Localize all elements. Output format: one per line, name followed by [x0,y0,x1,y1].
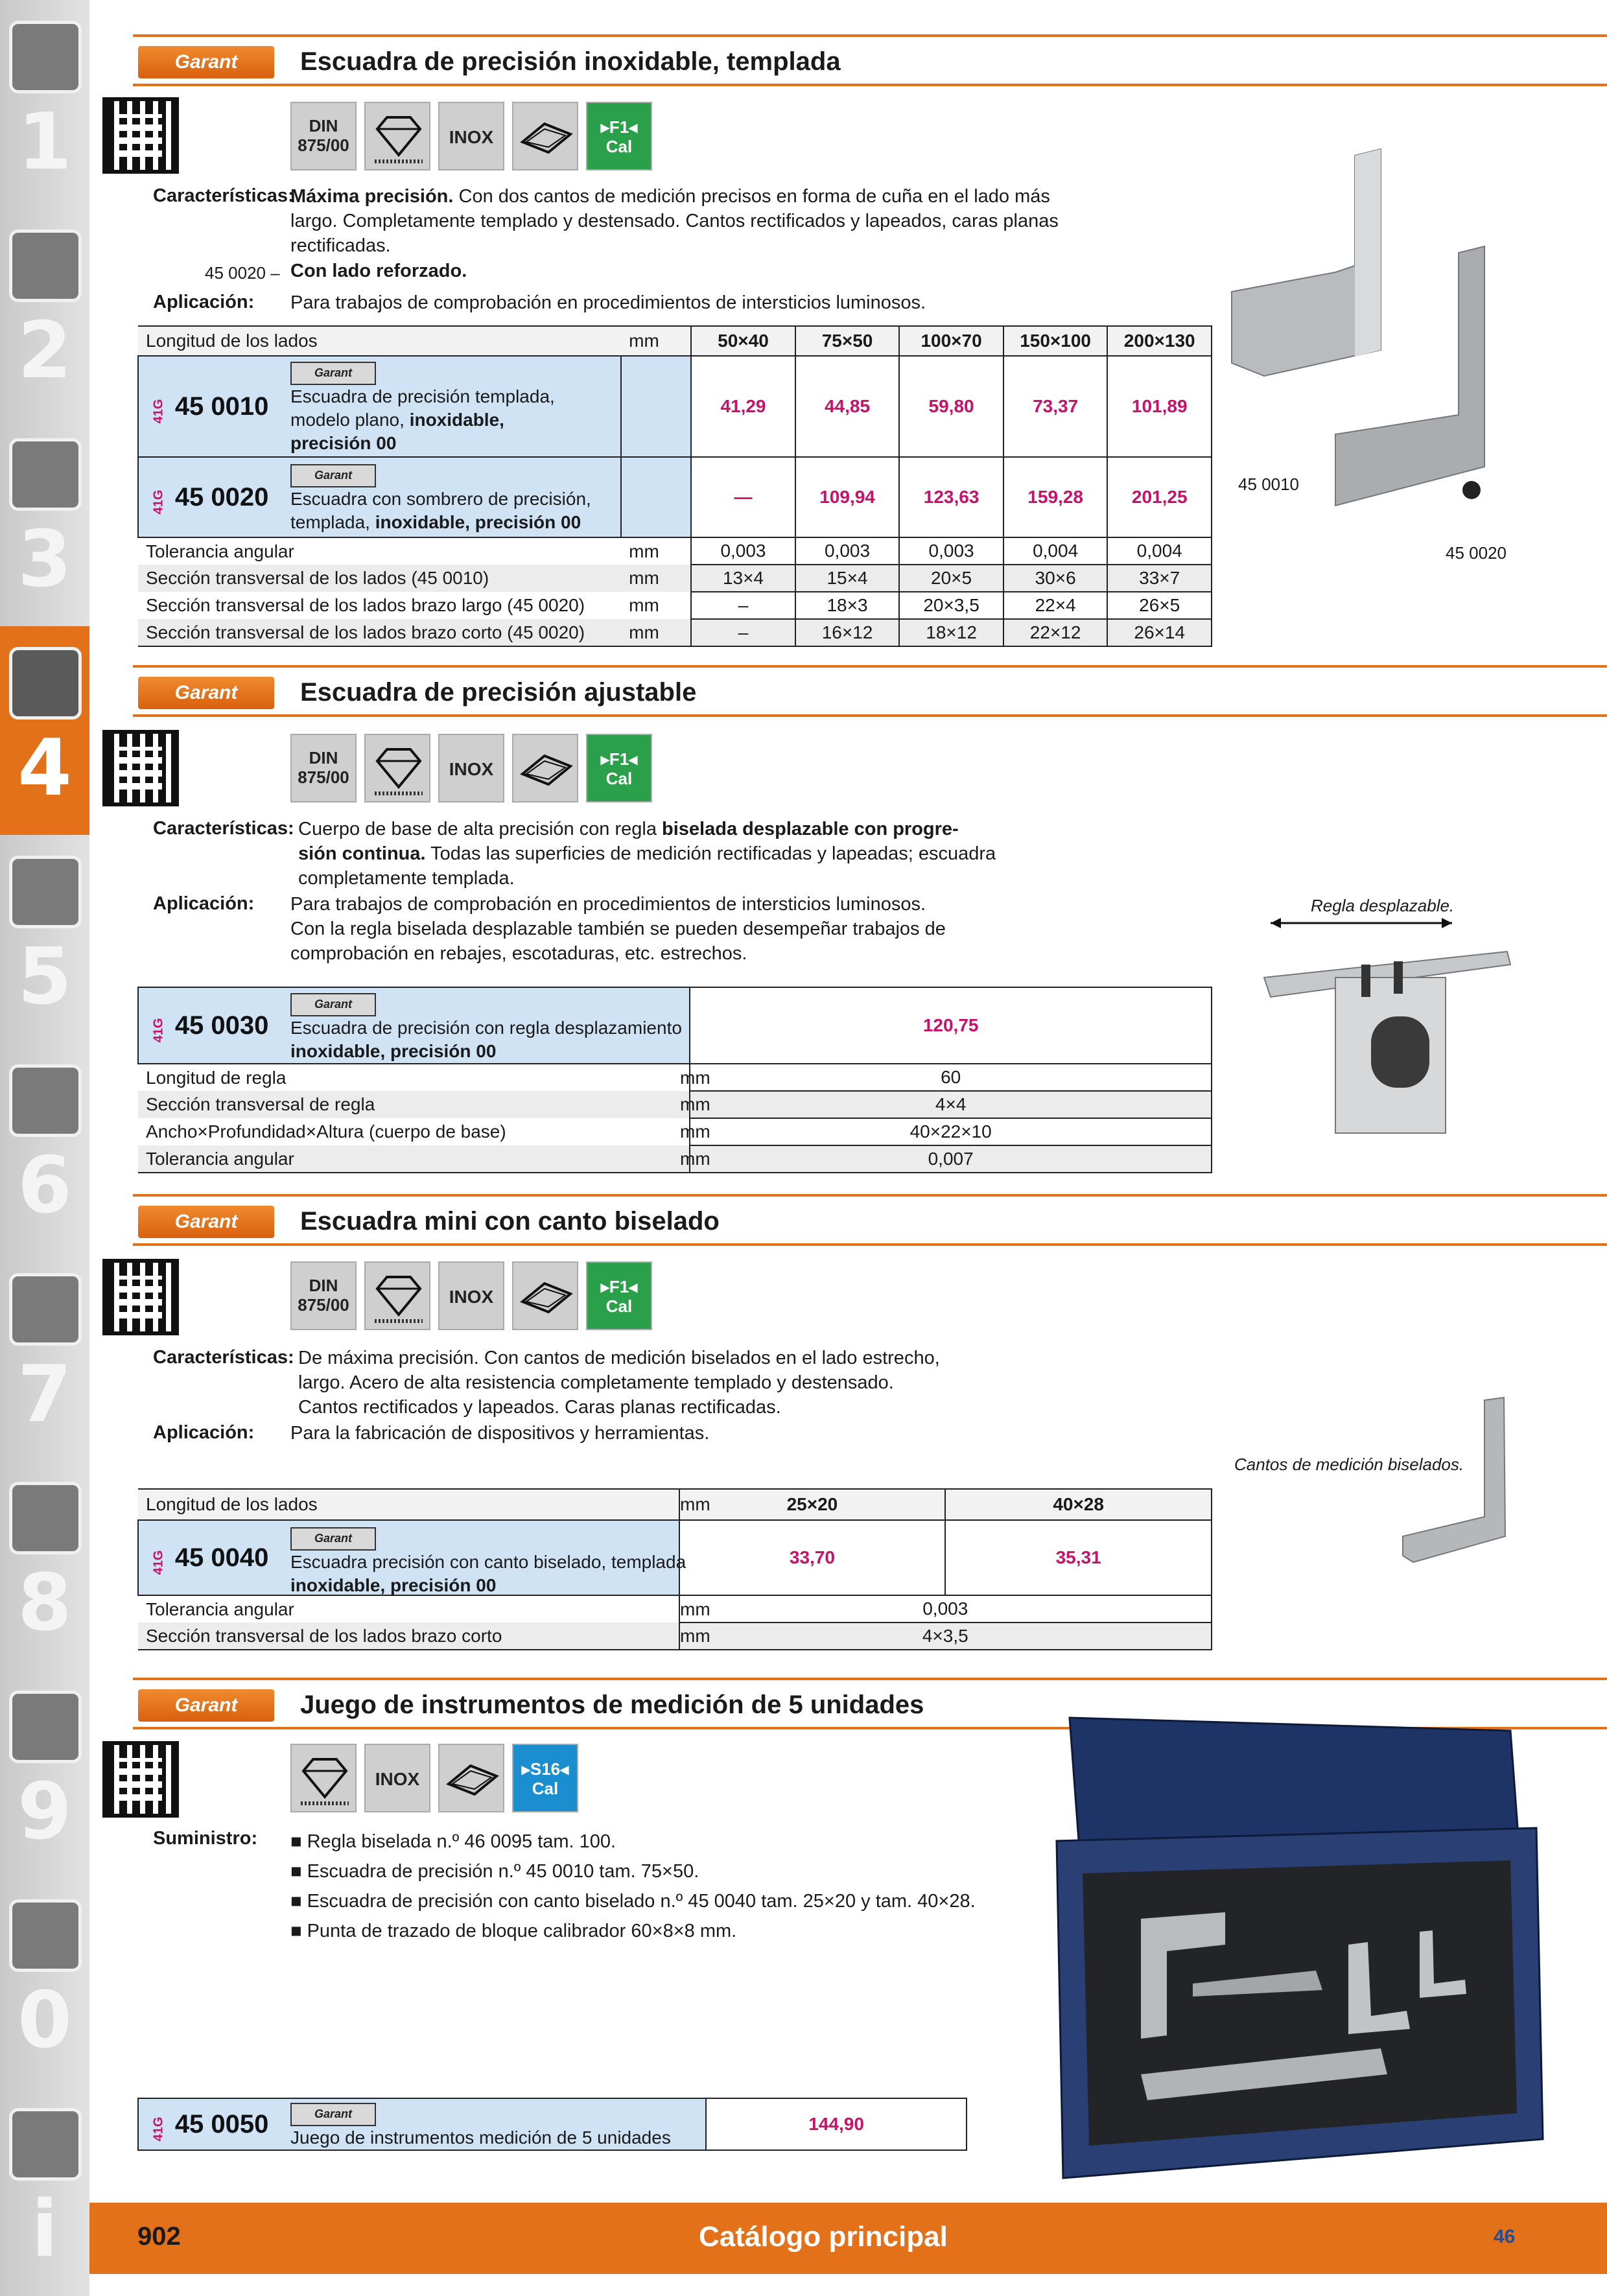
features-text-2: largo. Acero de alta resistencia completamente templado y destensado. [298,1372,894,1393]
article-code: 45 0020 [174,482,269,511]
article-description [290,2100,718,2150]
diamond-icon [364,1261,430,1330]
spec-label: Tolerancia angular [146,1599,294,1619]
section-title: Escuadra de precisión ajustable [300,678,697,707]
measuring-set-case-photo [1044,1711,1556,2191]
features-label: Características: [153,185,294,206]
spec-unit: mm [680,1625,710,1646]
spec-value: 18×3 [795,592,900,619]
din-norm: 875/00 [298,1295,349,1315]
chapter-icon [9,1691,82,1763]
chapter-number: 9 [18,1767,72,1857]
chapter-tab-0[interactable] [0,1879,89,2087]
spec-value: 0,007 [690,1145,1212,1173]
chapter-number: 4 [18,723,72,814]
chapter-icon [9,2108,82,2181]
garant-logo [138,46,274,78]
page-footer [89,2203,1607,2274]
header-label: Longitud de los lados [146,1494,318,1514]
list-item: ■ Punta de trazado de bloque calibrador 60×8×8 mm. [290,1921,737,1941]
chapter-tab-3[interactable] [0,417,89,626]
spec-row [138,619,1212,646]
price-cell: 123,63 [899,457,1003,537]
spec-label-cell [138,1064,710,1091]
spec-label: Sección transversal de los lados (45 0010) [138,565,621,592]
spec-row [138,592,1212,619]
size-col: 25×20 [679,1489,946,1520]
spec-value: 18×12 [899,619,1003,646]
brand-label: Garant [174,682,238,703]
divider [133,1678,1607,1680]
chapter-tab-6[interactable] [0,1044,89,1252]
divider [133,1243,1607,1246]
chapter-tab-9[interactable] [0,1670,89,1879]
features-text-3: Cantos rectificados y lapeados. Caras planas rectificadas. [298,1397,781,1418]
qr-code-icon[interactable] [102,1259,179,1335]
application-text: Para la fabricación de dispositivos y herramientas. [290,1423,710,1444]
f1-calibration-badge: ▸F1◂ Cal [586,102,652,170]
din-badge [290,734,357,802]
spec-value: 0,004 [1003,537,1108,565]
desc-line: modelo plano, [290,410,410,430]
spec-unit: mm [680,1121,710,1142]
din-label: DIN [309,748,338,767]
garant-logo [138,677,274,709]
header-unit: mm [621,326,691,356]
din-badge [290,1261,357,1330]
article-code: 45 0010 [174,392,269,421]
header-label-cell [138,1489,710,1520]
spec-value: 60 [690,1064,1212,1091]
spec-unit: mm [680,1094,710,1114]
supply-list [290,1827,1068,1946]
spec-label-cell [138,1145,710,1173]
spec-label: Tolerancia angular [146,1148,294,1169]
photo-label: 45 0020 [1446,543,1507,563]
features-text-1: Cuerpo de base de alta precisión con regla [298,819,663,839]
chapter-number: 7 [18,1350,72,1440]
features-text-1: De máxima precisión. Con cantos de medición biselados en el lado estrecho, [298,1348,940,1368]
spec-row [138,1091,1212,1118]
chapter-tab-1[interactable] [0,0,89,209]
size-col: 75×50 [795,326,900,356]
spec-label: Sección transversal de regla [146,1094,375,1114]
inox-badge: INOX [438,1261,504,1330]
spec-row [138,1595,1212,1622]
chapter-number: 0 [18,1976,72,2066]
spec-unit: mm [680,1599,710,1619]
features-bold: biselada desplazable con progre- [662,819,959,839]
spec-label-cell [138,1622,710,1650]
list-item-text: Regla biselada n.º 46 0095 tam. 100. [307,1831,616,1852]
chapter-icon [9,1064,82,1137]
chapter-number: 1 [18,97,72,187]
f1-label: F1 [609,749,629,769]
inox-badge: INOX [438,734,504,802]
chapter-number: 3 [18,515,72,605]
features-bold: sión continua. [298,843,426,864]
article-tag: 41G [151,1018,166,1042]
features-text [298,1346,1141,1420]
mini-square-photo [1394,1394,1510,1575]
case-icon [512,1261,578,1330]
price-cell: — [691,457,795,537]
spec-unit: mm [629,541,659,561]
article-code: 45 0030 [174,1011,269,1040]
spec-row [138,1064,1212,1091]
f1-label: F1 [609,117,629,137]
chapter-tab-5[interactable] [0,835,89,1044]
section-title: Escuadra mini con canto biselado [300,1207,720,1236]
spec-value: 26×14 [1107,619,1212,646]
article-code: 45 0050 [174,2109,269,2138]
application-label: Aplicación: [153,1422,255,1443]
list-item-text: Punta de trazado de bloque calibrador 60×8×8 mm. [307,1921,737,1941]
article-tag: 41G [151,1550,166,1575]
size-col: 100×70 [899,326,1003,356]
features-text [290,184,1133,258]
list-item-text: Escuadra de precisión con canto biselado n.º 45 0040 tam. 25×20 y tam. 40×28. [307,1891,976,1912]
application-text: Para trabajos de comprobación en procedimientos de intersticios luminosos. [290,292,926,313]
brand-label: Garant [174,1694,238,1716]
section-2-header [133,665,1607,717]
price-cell: 159,28 [1003,457,1108,537]
case-icon [512,102,578,170]
spec-unit: mm [621,565,691,592]
ref-note: Con lado reforzado. [290,261,467,281]
desc-bold: inoxidable, precisión 00 [290,1575,497,1595]
divider [133,1194,1607,1197]
article-description [290,462,705,534]
application-line: comprobación en rebajes, escotaduras, etc. estrechos. [290,943,747,964]
spec-row [138,1622,1212,1650]
price-cell: 201,25 [1107,457,1212,537]
photo-caption: Cantos de medición biselados. [1234,1455,1464,1474]
din-badge [290,102,357,170]
spec-row [138,537,1212,565]
desc-line: Escuadra con sombrero de precisión, [290,489,591,509]
chapter-number: 5 [18,932,72,1022]
chapter-icon [9,438,82,511]
list-item: ■ Escuadra de precisión n.º 45 0010 tam. 75×50. [290,1861,699,1882]
spec-label: Tolerancia angular [146,541,294,561]
size-col: 150×100 [1003,326,1108,356]
features-bold: Máxima precisión. [290,186,454,207]
cal-label: Cal [605,1296,633,1316]
price-cell: 144,90 [706,2098,967,2150]
chapter-icon [9,1273,82,1346]
desc-bold: inoxidable, [409,410,504,430]
divider [133,665,1607,668]
s16-calibration-badge: ▸S16◂ Cal [512,1744,578,1812]
price-cell: 120,75 [690,987,1212,1064]
diamond-icon [364,734,430,802]
f1-calibration-badge: ▸F1◂ Cal [586,1261,652,1330]
section-title: Juego de instrumentos de medición de 5 unidades [300,1691,924,1719]
spec-label-cell [138,1091,710,1118]
chapter-icon [9,647,82,720]
spec-value: 30×6 [1003,565,1108,592]
features-text-2: Todas las superficies de medición rectificadas y lapeadas; escuadra [425,843,996,864]
article-description [290,990,718,1063]
f1-label: F1 [609,1277,629,1296]
chapter-number: 46 [1494,2226,1516,2247]
case-icon [438,1744,504,1812]
spec-value: 22×12 [1003,619,1108,646]
spec-unit: mm [680,1067,710,1088]
chapter-tab-4[interactable] [0,626,89,835]
spec-label-cell [138,1118,710,1145]
spec-unit: mm [629,595,659,615]
brand-label: Garant [174,51,238,73]
desc-line: Escuadra precisión con canto biselado, templada [290,1552,686,1572]
chapter-tab-8[interactable] [0,1461,89,1670]
cal-label: Cal [532,1779,559,1798]
desc-line: Escuadra de precisión con regla desplazamiento [290,1018,682,1038]
spec-label: Sección transversal de los lados brazo largo (45 0020) [146,595,585,615]
spec-value: 16×12 [795,619,900,646]
price-cell: 33,70 [679,1520,946,1595]
header-label: Longitud de los lados [138,326,621,356]
size-col: 200×130 [1107,326,1212,356]
divider [133,34,1607,37]
spec-value: 0,003 [795,537,900,565]
section-1-header [133,34,1607,86]
spec-value: 20×5 [899,565,1003,592]
cal-label: Cal [605,769,633,788]
application-text [290,892,1133,966]
photo-label: 45 0010 [1238,474,1299,494]
diamond-icon [290,1744,357,1812]
spec-value: 0,003 [899,537,1003,565]
size-col: 50×40 [691,326,795,356]
features-text-3: completamente templada. [298,868,515,889]
application-line: Para trabajos de comprobación en procedimientos de intersticios luminosos. [290,894,926,915]
spec-value: 13×4 [691,565,795,592]
adjustable-square-photo [1258,913,1530,1140]
size-col: 40×28 [945,1489,1212,1520]
spec-label: Sección transversal de los lados brazo corto [146,1625,502,1646]
spec-label: Ancho×Profundidad×Altura (cuerpo de base) [146,1121,506,1142]
spec-value: – [691,619,795,646]
catalog-title: Catálogo principal [699,2221,948,2253]
section-3-header [133,1194,1607,1246]
price-cell: 35,31 [945,1520,1212,1595]
article-tag: 41G [151,489,166,514]
article-description [290,1525,718,1597]
inox-badge: INOX [438,102,504,170]
application-label: Aplicación: [153,893,255,914]
price-cell: 73,37 [1003,356,1108,457]
case-icon [512,734,578,802]
desc-line: Juego de instrumentos medición de 5 unidades [290,2127,671,2148]
din-norm: 875/00 [298,135,349,155]
desc-line: Escuadra de precisión templada, [290,386,555,406]
article-tag: 41G [151,2116,166,2141]
chapter-tab-7[interactable] [0,1252,89,1461]
garant-mini-logo: Garant [290,362,376,385]
page-number: 902 [137,2222,181,2251]
garant-mini-logo: Garant [290,1527,376,1551]
garant-mini-logo: Garant [290,993,376,1016]
spec-row [138,1145,1212,1173]
price-cell: 44,85 [795,356,900,457]
features-text [298,817,1141,891]
desc-line: templada, [290,512,375,532]
article-code: 45 0040 [174,1543,269,1572]
garant-logo [138,1206,274,1238]
spec-label-cell [138,1595,710,1622]
qr-code-icon[interactable] [102,97,179,174]
article-description [290,359,705,455]
list-item: ■ Escuadra de precisión con canto biselado n.º 45 0040 tam. 25×20 y tam. 40×28. [290,1891,976,1912]
desc-bold: inoxidable, precisión 00 [290,1041,497,1061]
garant-mini-logo: Garant [290,464,376,487]
price-cell: 41,29 [691,356,795,457]
garant-logo [138,1689,274,1722]
spec-value: 26×5 [1107,592,1212,619]
section-title: Escuadra de precisión inoxidable, templada [300,47,841,76]
din-norm: 875/00 [298,767,349,787]
price-cell: 109,94 [795,457,900,537]
list-item: ■ Regla biselada n.º 46 0095 tam. 100. [290,1831,616,1852]
header-unit: mm [680,1494,710,1514]
din-label: DIN [309,1276,338,1295]
qr-code-icon[interactable] [102,1741,179,1818]
features-label: Características: [153,1347,294,1368]
ref-prefix: 45 0020 – [205,263,280,283]
price-cell: 59,80 [899,356,1003,457]
spec-value: 33×7 [1107,565,1212,592]
f1-calibration-badge: ▸F1◂ Cal [586,734,652,802]
spec-value: 0,004 [1107,537,1212,565]
garant-mini-logo: Garant [290,2103,376,2126]
chapter-number: 6 [18,1141,72,1231]
spec-unit: mm [621,619,691,646]
chapter-number: 8 [18,1558,72,1648]
features-text-3: rectificadas. [290,235,391,256]
spec-unit: mm [680,1148,710,1169]
spec-row [138,1118,1212,1145]
list-item-text: Escuadra de precisión n.º 45 0010 tam. 75×50. [307,1861,699,1882]
photo-caption: Regla desplazable. [1311,896,1455,915]
spec-label: Sección transversal de los lados brazo corto (45 0020) [138,619,621,646]
chapter-icon [9,1899,82,1972]
article-tag: 41G [151,399,166,423]
features-text-2: largo. Completamente templado y destensado. Cantos rectificados y lapeados, caras planas [290,211,1059,231]
price-cell: 101,89 [1107,356,1212,457]
spec-value: 0,003 [679,1595,1212,1622]
inox-badge: INOX [364,1744,430,1812]
spec-value: 0,003 [691,537,795,565]
chapter-icon [9,1482,82,1554]
spec-value: – [691,592,795,619]
chapter-tab-i[interactable] [0,2087,89,2296]
din-label: DIN [309,116,338,135]
diamond-icon [364,102,430,170]
brand-label: Garant [174,1211,238,1232]
spec-label: Longitud de regla [146,1067,287,1088]
chapter-icon [9,856,82,928]
supply-label: Suministro: [153,1828,258,1849]
spec-value: 40×22×10 [690,1118,1212,1145]
chapter-icon [9,229,82,302]
spec-row [138,565,1212,592]
features-label: Características: [153,818,294,839]
qr-code-icon[interactable] [102,730,179,806]
features-text-1: Con dos cantos de medición precisos en forma de cuña en el lado más [453,186,1050,207]
spec-value: 15×4 [795,565,900,592]
cal-label: Cal [605,137,633,156]
desc-bold: precisión 00 [290,433,397,453]
divider [133,714,1607,717]
desc-bold: inoxidable, precisión 00 [375,512,581,532]
application-line: Con la regla biselada desplazable también se pueden desempeñar trabajos de [290,919,946,939]
spec-value: 22×4 [1003,592,1108,619]
chapter-icon [9,21,82,93]
chapter-number: i [31,2185,58,2275]
application-label: Aplicación: [153,292,255,312]
divider [133,84,1607,86]
spec-value: 4×4 [690,1091,1212,1118]
precision-square-photo [1225,143,1523,557]
spec-value: 20×3,5 [899,592,1003,619]
chapter-tab-2[interactable] [0,209,89,417]
s16-label: S16 [530,1759,561,1779]
spec-value: 4×3,5 [679,1622,1212,1650]
chapter-sidebar [0,0,89,2274]
chapter-number: 2 [18,306,72,396]
